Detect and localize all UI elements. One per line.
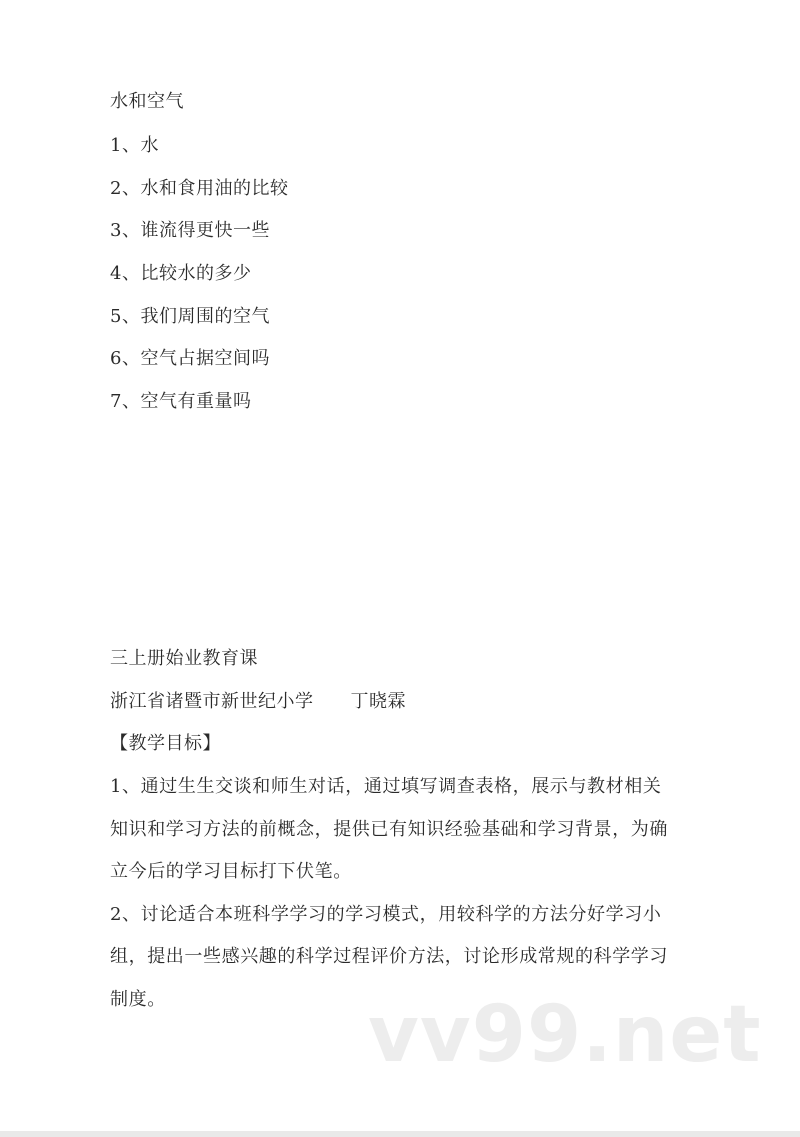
- page-bottom-edge: [0, 1131, 800, 1137]
- list-item-1: 1、水: [110, 135, 159, 156]
- list-item-6: 6、空气占据空间吗: [110, 348, 270, 369]
- goal2-line-3: 制度。: [110, 989, 166, 1010]
- list-item-2: 2、水和食用油的比较: [110, 178, 289, 199]
- lesson-author: 浙江省诸暨市新世纪小学 丁晓霖: [110, 691, 406, 712]
- list-item-3: 3、谁流得更快一些: [110, 220, 270, 241]
- goal2-line-2: 组，提出一些感兴趣的科学过程评价方法，讨论形成常规的科学学习: [110, 946, 668, 967]
- goal1-line-1: 1、通过生生交谈和师生对话，通过填写调查表格，展示与教材相关: [110, 776, 662, 797]
- watermark: vv99.net: [368, 990, 762, 1080]
- list-item-5: 5、我们周围的空气: [110, 306, 270, 327]
- section-title-water-air: 水和空气: [110, 91, 184, 112]
- goal1-line-3: 立今后的学习目标打下伏笔。: [110, 861, 352, 882]
- lesson-title: 三上册始业教育课: [110, 648, 258, 669]
- list-item-4: 4、比较水的多少: [110, 263, 252, 284]
- goal1-line-2: 知识和学习方法的前概念，提供已有知识经验基础和学习背景，为确: [110, 819, 668, 840]
- teaching-goals-heading: 【教学目标】: [110, 733, 221, 754]
- goal2-line-1: 2、讨论适合本班科学学习的学习模式，用较科学的方法分好学习小: [110, 904, 662, 925]
- list-item-7: 7、空气有重量吗: [110, 391, 252, 412]
